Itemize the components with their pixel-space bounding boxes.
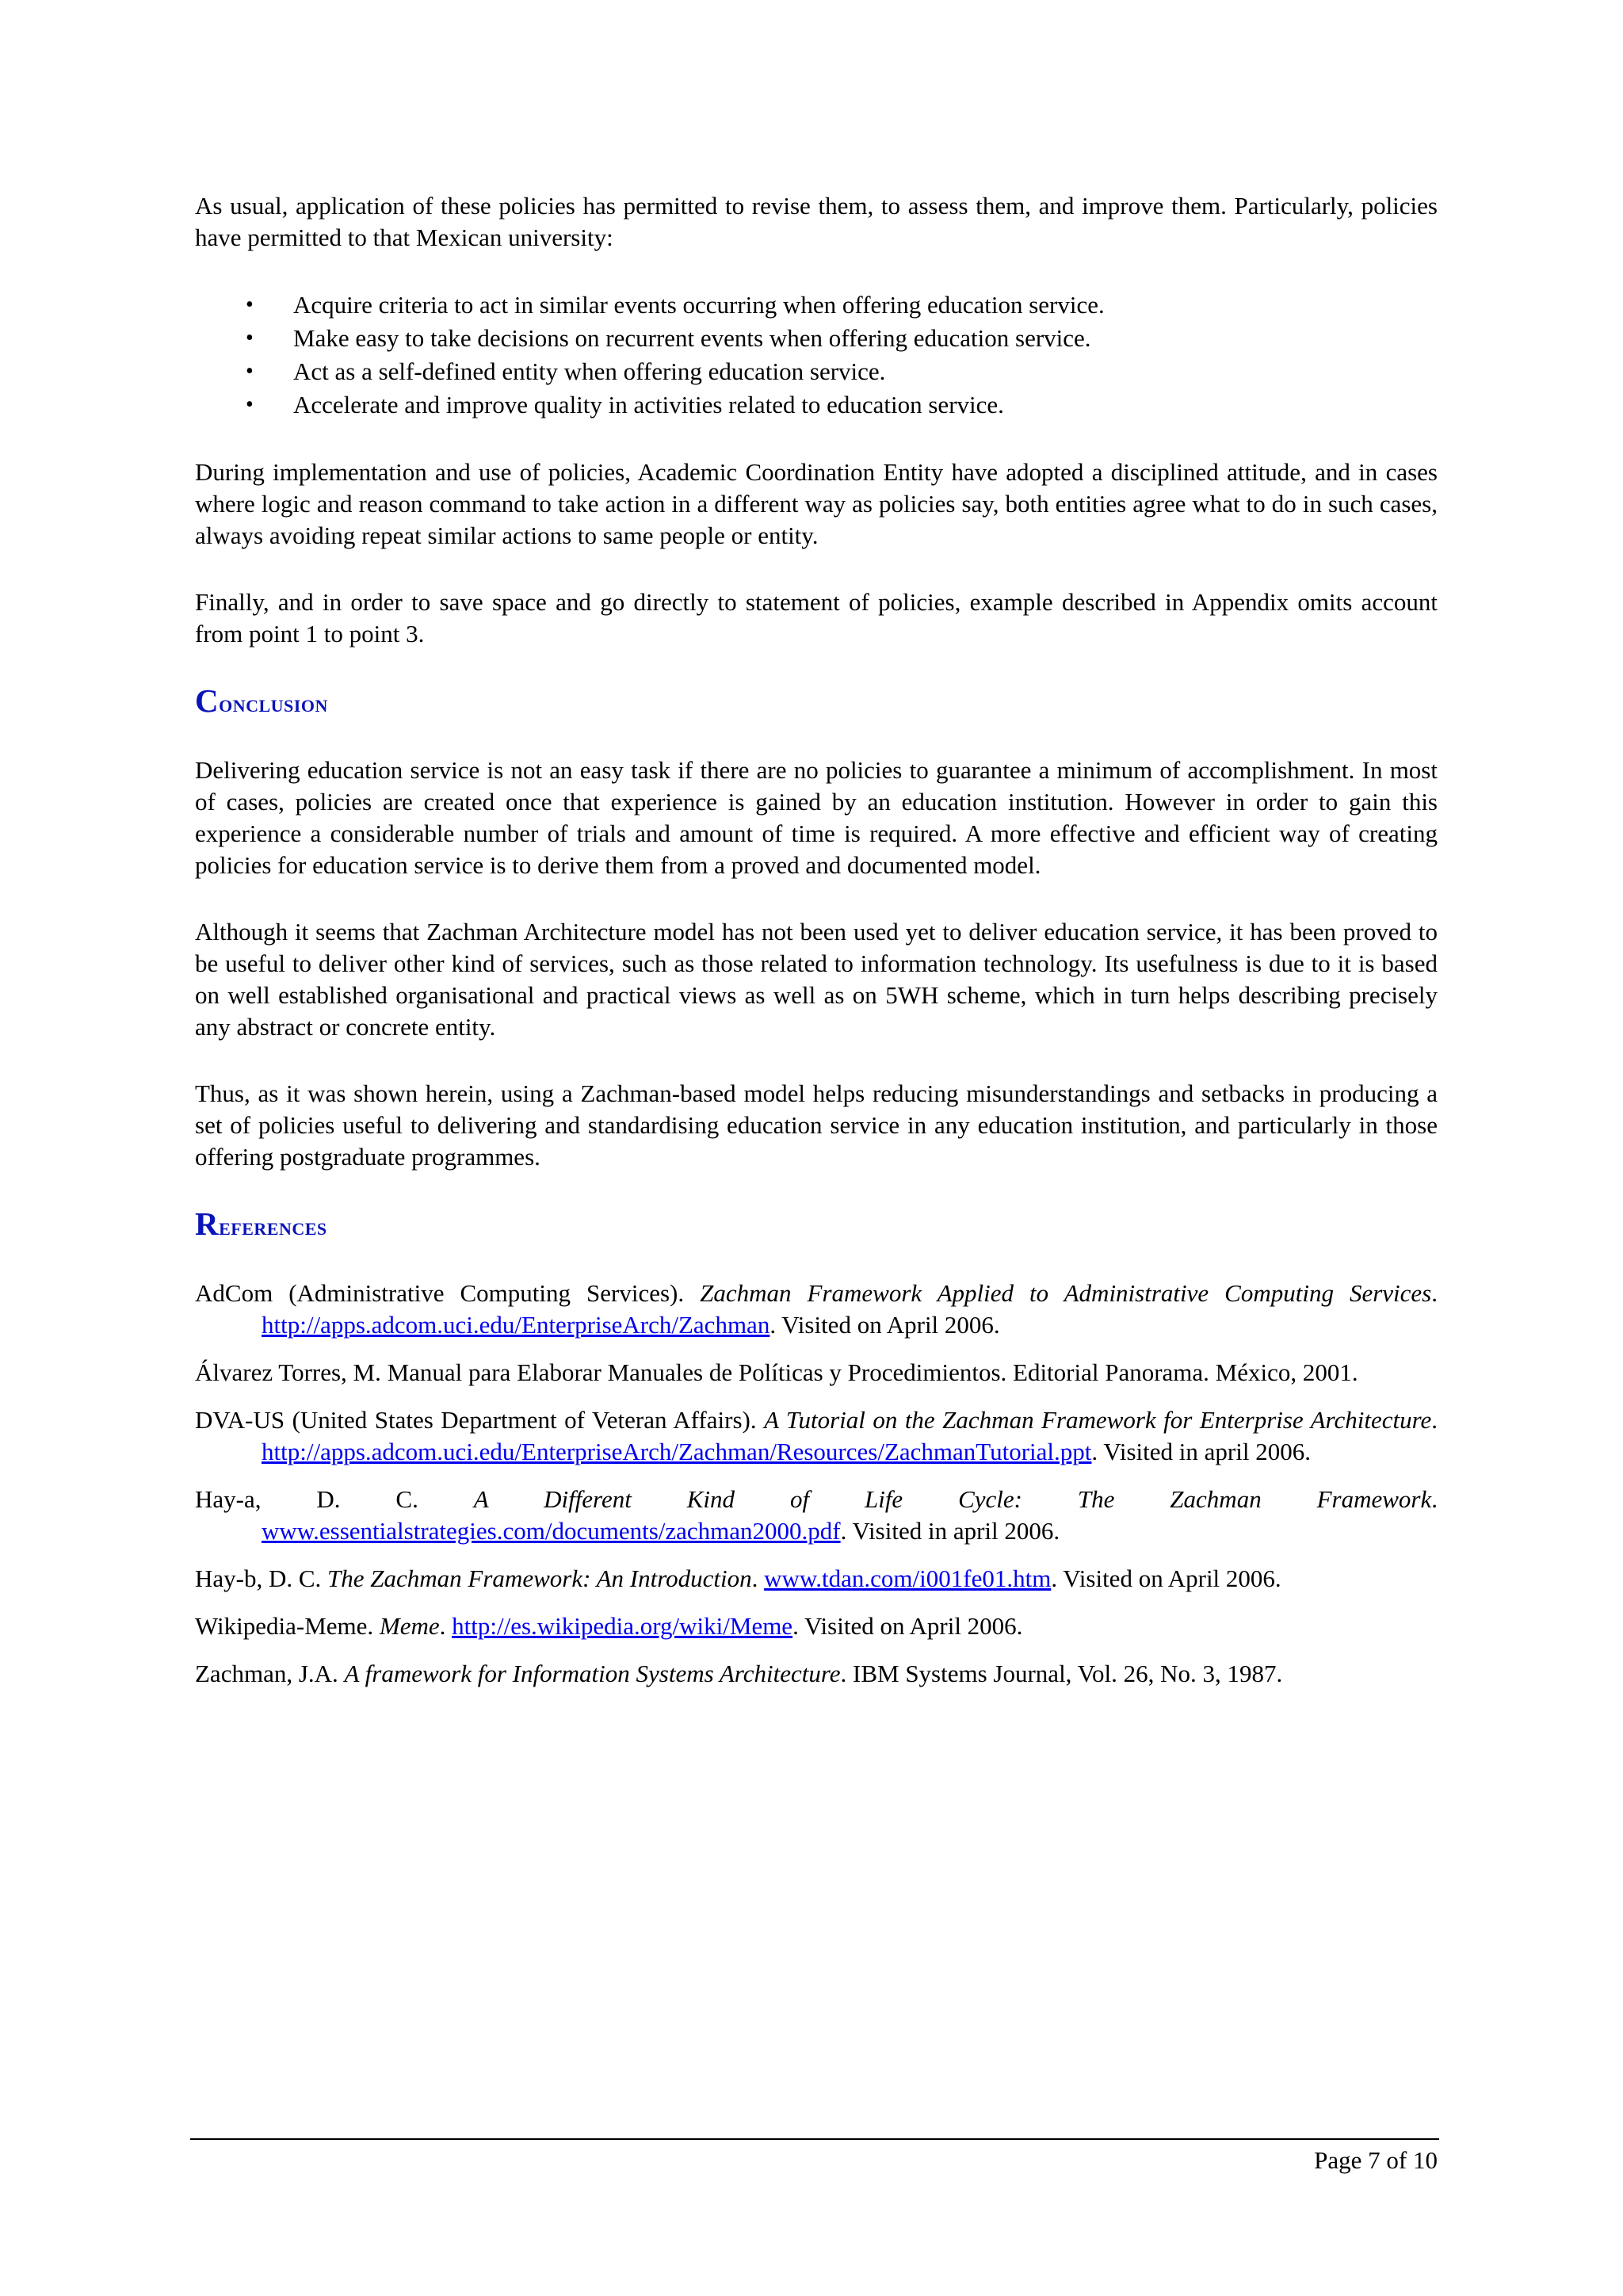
list-item: • Act as a self-defined entity when offering education service. bbox=[195, 355, 1438, 388]
list-item: • Accelerate and improve quality in activities related to education service. bbox=[195, 388, 1438, 422]
reference-link[interactable]: http://apps.adcom.uci.edu/EnterpriseArch/Zachman bbox=[262, 1311, 770, 1339]
bullet-icon: • bbox=[246, 326, 254, 350]
reference-item: Wikipedia-Meme. Meme. http://es.wikipedia.org/wiki/Meme. Visited on April 2006. bbox=[195, 1612, 1023, 1640]
reference-item: AdCom (Administrative Computing Services). Zachman Framework Applied to Administrative Computing Services. http://apps.adcom.uci.edu/EnterpriseArch/Zachman. Visited on April 2006. bbox=[195, 1279, 1438, 1339]
paragraph-implementation: During implementation and use of policies, Academic Coordination Entity have adopted a disciplined attitude, and in cases where logic and reason command to take action in a different way as policies say, both entities agree what to do in such cases, always avoiding repeat similar actions to same people or entity. bbox=[195, 458, 1438, 549]
bullet-icon: • bbox=[246, 392, 254, 417]
bullet-icon: • bbox=[246, 292, 254, 317]
intro-paragraph: As usual, application of these policies has permitted to revise them, to assess them, and improve them. Particularly, policies have permitted to that Mexican university: bbox=[195, 192, 1438, 251]
list-item: • Make easy to take decisions on recurrent events when offering education service. bbox=[195, 322, 1438, 355]
reference-item: DVA-US (United States Department of Veteran Affairs). A Tutorial on the Zachman Framework for Enterprise Architecture. http://apps.adcom.uci.edu/EnterpriseArch/Zachman/Resources/ZachmanTutorial.ppt. Visited in april 2006. bbox=[195, 1406, 1438, 1465]
reference-item: Álvarez Torres, M. Manual para Elaborar Manuales de Políticas y Procedimientos. Editorial Panorama. México, 2001. bbox=[195, 1358, 1358, 1386]
paragraph-appendix-note: Finally, and in order to save space and go directly to statement of policies, example described in Appendix omits account from point 1 to point 3. bbox=[195, 588, 1438, 648]
conclusion-paragraph: Although it seems that Zachman Architecture model has not been used yet to deliver education service, it has been proved to be useful to deliver other kind of services, such as those related to information technology. Its usefulness is due to it is based on well established organisational and practical views as well as on 5WH scheme, which in turn helps describing precisely any abstract or concrete entity. bbox=[195, 918, 1438, 1041]
reference-link[interactable]: http://apps.adcom.uci.edu/EnterpriseArch/Zachman/Resources/ZachmanTutorial.ppt bbox=[262, 1438, 1092, 1465]
page-number: Page 7 of 10 bbox=[1314, 2146, 1438, 2174]
reference-link[interactable]: www.essentialstrategies.com/documents/zachman2000.pdf bbox=[262, 1517, 841, 1545]
references-heading: References bbox=[195, 1205, 327, 1242]
bullet-icon: • bbox=[246, 359, 254, 384]
list-item: • Acquire criteria to act in similar events occurring when offering education service. bbox=[195, 288, 1438, 322]
footer-divider bbox=[190, 2138, 1439, 2140]
reference-item: Hay-a, D. C. A Different Kind of Life Cycle: The Zachman Framework. www.essentialstrategies.com/documents/zachman2000.pdf. Visited in april 2006. bbox=[195, 1485, 1438, 1545]
conclusion-paragraph: Thus, as it was shown herein, using a Zachman-based model helps reducing misunderstandings and setbacks in producing a set of policies useful to delivering and standardising education service in any education institution, and particularly in those offering postgraduate programmes. bbox=[195, 1079, 1438, 1171]
page-body bbox=[195, 190, 1438, 1706]
conclusion-heading: Conclusion bbox=[195, 682, 328, 719]
reference-link[interactable]: www.tdan.com/i001fe01.htm bbox=[764, 1564, 1052, 1592]
reference-link[interactable]: http://es.wikipedia.org/wiki/Meme bbox=[452, 1612, 793, 1640]
reference-item: Hay-b, D. C. The Zachman Framework: An Introduction. www.tdan.com/i001fe01.htm. Visited on April 2006. bbox=[195, 1564, 1281, 1592]
benefits-list bbox=[195, 288, 1438, 422]
reference-item: Zachman, J.A. A framework for Information Systems Architecture. IBM Systems Journal, Vol. 26, No. 3, 1987. bbox=[195, 1660, 1283, 1687]
conclusion-paragraph: Delivering education service is not an easy task if there are no policies to guarantee a minimum of accomplishment. In most of cases, policies are created once that experience is gained by an education institution. However in order to gain this experience a considerable number of trials and amount of time is required. A more effective and efficient way of creating policies for education service is to derive them from a proved and documented model. bbox=[195, 756, 1438, 879]
